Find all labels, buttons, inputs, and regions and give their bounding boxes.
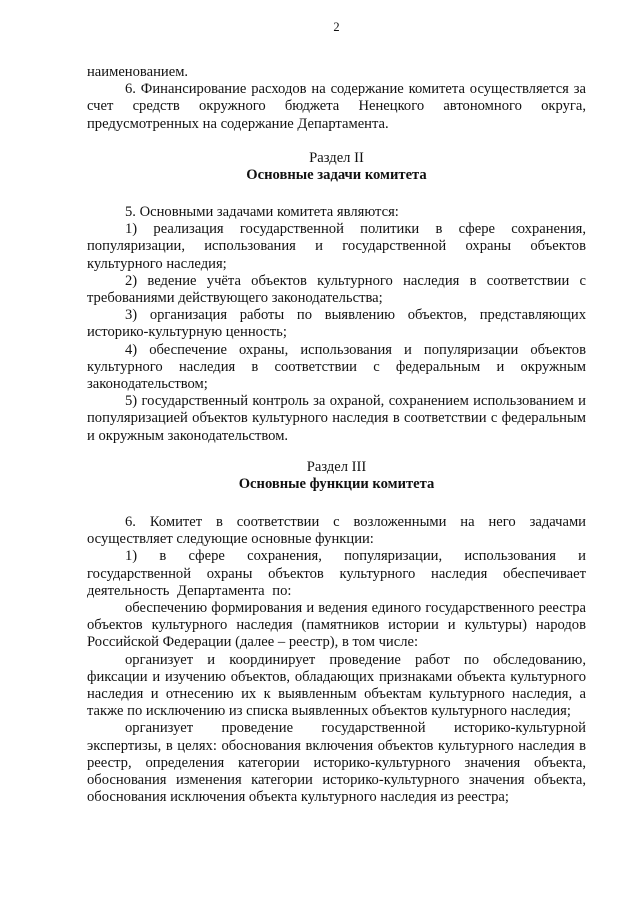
function-survey: организует и координирует проведение работ по обследованию, фиксации и изучению объектов, обладающих признаками объекта культурного наследия и отнесению их к выявленным объектам культурного наследия, а также по исключению из списка выявленных объектов культурного наследия; — [87, 651, 586, 720]
section-3-body — [87, 514, 586, 806]
section-3-label: Раздел III — [306, 459, 367, 475]
section-3-intro: 6. Комитет в соответствии с возложенными на него задачами осуществляет следующие основные функции: — [87, 514, 586, 548]
task-item-1: 1) реализация государственной политики в сфере сохранения, популяризации, использования и государственной охраны объектов культурного наследия; — [87, 221, 586, 272]
function-item-1: 1) в сфере сохранения, популяризации, использования и государственной охраны объектов культурного наследия обеспечивает деятельность Департамента по: — [87, 548, 586, 599]
task-item-4: 4) обеспечение охраны, использования и популяризации объектов культурного наследия в соответствии с федеральным и окружным законодательством; — [87, 341, 586, 393]
function-register: обеспечению формирования и ведения единого государственного реестра объектов культурного наследия (памятников истории и культуры) народов Российской Федерации (далее – реестр), в том числе: — [87, 600, 586, 651]
section-2-title: Основные задачи комитета — [246, 167, 427, 184]
task-item-3: 3) организация работы по выявлению объектов, представляющих историко-культурную ценность; — [87, 307, 586, 341]
function-expertise: организует проведение государственной историко-культурной экспертизы, в целях: обоснования включения объектов культурного наследия в реестр, определения категории историко-культурного значения объекта, обоснования изменения категории историко-культурного значения объекта, обоснования исключения объекта культурного наследия из реестра; — [87, 720, 586, 806]
page-number: 2 — [333, 20, 340, 34]
item-6-financing: 6. Финансирование расходов на содержание комитета осуществляется за счет средств окружного бюджета Ненецкого автономного округа, предусмотренных на содержание Департамента. — [87, 81, 586, 132]
section-2-body — [87, 204, 586, 445]
section-2-heading — [87, 150, 586, 184]
section-2-label: Раздел II — [309, 150, 364, 166]
task-item-5: 5) государственный контроль за охраной, сохранением использованием и популяризацией объектов культурного наследия в соответствии с федеральным и окружным законодательством. — [87, 393, 586, 444]
continuation-text: наименованием. — [87, 64, 189, 80]
section-3-heading — [87, 459, 586, 493]
task-item-2: 2) ведение учёта объектов культурного наследия в соответствии с требованиями действующего законодательства; — [87, 272, 586, 307]
block-financing — [87, 64, 586, 133]
section-2-intro: 5. Основными задачами комитета являются: — [125, 204, 399, 220]
section-3-title: Основные функции комитета — [238, 476, 435, 493]
